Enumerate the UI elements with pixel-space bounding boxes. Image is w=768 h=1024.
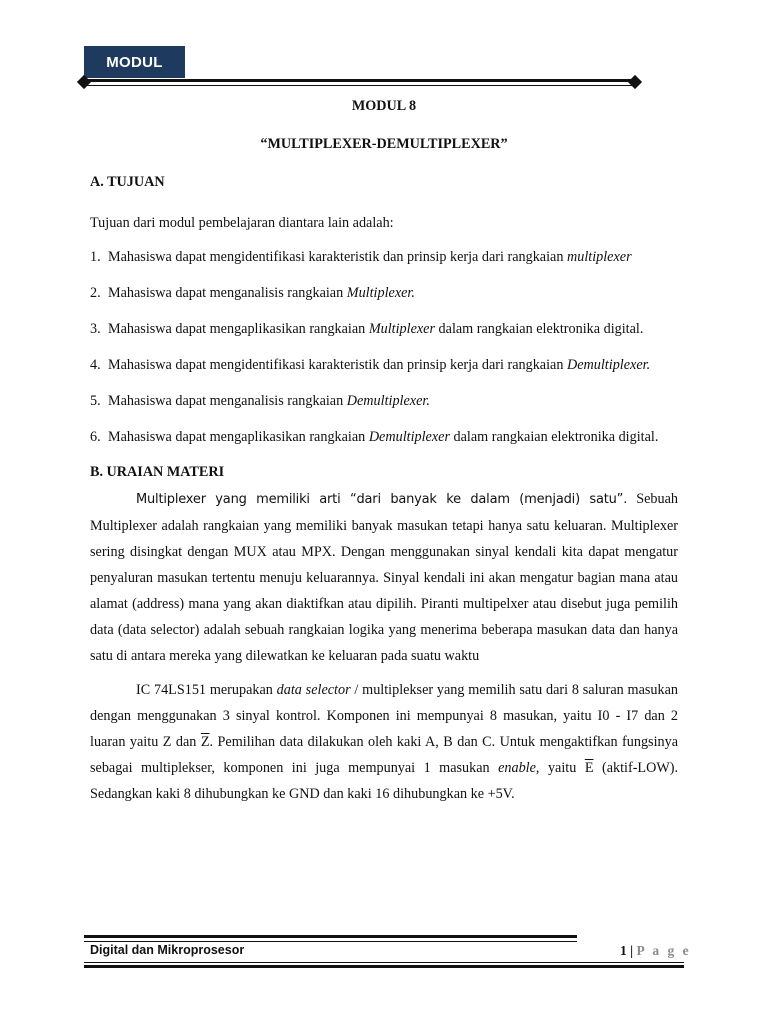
section-b-heading: B. URAIAN MATERI — [90, 464, 225, 480]
diamond-right-icon — [628, 75, 642, 89]
e-bar-symbol: $\overline{E}$ — [584, 760, 594, 776]
goal-item: 5. Mahasiswa dapat menganalisis rangkaian Demultiplexer. — [90, 393, 430, 409]
z-bar-symbol: $\overline{Z}$ — [200, 734, 210, 750]
goal-item: 1. Mahasiswa dapat mengidentifikasi karakteristik dan prinsip kerja dari rangkaian multiplexer — [90, 249, 632, 265]
footer-rule-thin — [84, 941, 577, 942]
goal-item: 4. Mahasiswa dapat mengidentifikasi karakteristik dan prinsip kerja dari rangkaian Demultiplexer. — [90, 357, 651, 373]
footer-rule-bottom-thin — [84, 962, 684, 963]
document-body — [90, 94, 678, 807]
footer-page-number: 1 | P a g e — [620, 943, 692, 958]
footer-rule-bottom-thick — [84, 965, 684, 968]
footer-rule-thick — [84, 935, 577, 938]
paragraph-ic74ls151: IC 74LS151 merupakan data selector / multiplekser yang memilih satu dari 8 saluran masukan dengan menggunakan 3 sinyal kontrol. Komponen ini mempunyai 8 masukan, yaitu I0 - I7 dan 2 luaran yaitu Z dan $\overline{Z}$. Pemilihan data dilakukan oleh kaki A, B dan C. Untuk mengaktifkan fungsinya sebagai multiplekser, komponen ini juga mempunyai 1 masukan enable, yaitu $\overline{E}$ (aktif-LOW). Sedangkan kaki 8 dihubungkan ke GND dan kaki 16 dihubungkan ke +5V. — [90, 682, 679, 802]
paragraph-body: Sebuah Multiplexer adalah rangkaian yang memiliki banyak masukan tetapi hanya satu keluaran. Multiplexer sering disingkat dengan MUX atau MPX. Dengan menggunakan sinyal kendali kita dapat mengatur penyaluran masukan tertentu menuju keluarannya. Sinyal kendali ini akan mengatur bagian mana atau alamat (address) mana yang akan diaktifkan atau dipilih. Piranti multipelxer atau disebut juga pemilih data (data selector) adalah sebuah rangkaian logika yang menerima beberapa masukan data dan hanya satu di antara mereka yang dilewatkan ke keluaran pada suatu waktu — [90, 491, 678, 664]
intro-text: Tujuan dari modul pembelajaran diantara lain adalah: — [90, 215, 394, 231]
goal-item: 2. Mahasiswa dapat menganalisis rangkaian Multiplexer. — [90, 285, 415, 301]
paragraph-lead: Multiplexer yang memiliki arti “dari banyak ke dalam (menjadi) satu”. — [136, 492, 628, 507]
module-subtitle: “MULTIPLEXER-DEMULTIPLEXER” — [260, 136, 508, 152]
section-a-heading: A. TUJUAN — [90, 174, 165, 190]
goal-item: 6. Mahasiswa dapat mengaplikasikan rangkaian Demultiplexer dalam rangkaian elektronika digital. — [90, 429, 659, 445]
module-title: MODUL 8 — [351, 98, 417, 114]
paragraph-multiplexer — [90, 486, 678, 669]
header-rule-thin — [84, 85, 638, 86]
footer-course-title: Digital dan Mikroprosesor — [90, 943, 245, 957]
header-rule-thick — [84, 79, 638, 82]
goals-list — [90, 244, 678, 450]
goal-item: 3. Mahasiswa dapat mengaplikasikan rangkaian Multiplexer dalam rangkaian elektronika digital. — [90, 321, 644, 337]
modul-tab-label: MODUL — [84, 46, 185, 78]
